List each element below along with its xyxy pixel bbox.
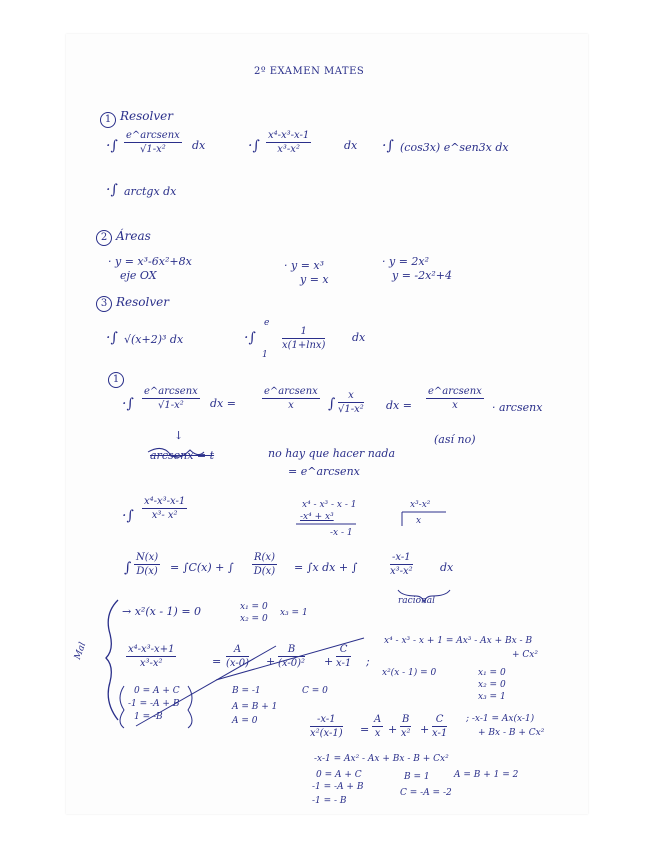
left-brace — [106, 600, 118, 720]
f-denominator: x²(x-1) — [310, 728, 343, 739]
pf-a-denominator: (x-0) — [226, 658, 250, 669]
f-c-numerator: C — [432, 714, 447, 727]
expanded-equation: -x-1 = Ax² - Ax + Bx - B + Cx² — [314, 754, 449, 764]
exam-sheet — [66, 34, 588, 814]
result-c: C = -A = -2 — [400, 788, 452, 798]
division-divisor: x³-x² — [410, 500, 431, 510]
integral-f-denominator: x(1+lnx) — [282, 340, 326, 351]
integral-a-dx: dx — [192, 139, 206, 152]
integral-sign: ·∫ — [122, 508, 134, 524]
integral-sign: ·∫ — [106, 138, 118, 154]
integral-b-dx: dx — [344, 139, 358, 152]
division-remainder: -x - 1 — [330, 528, 353, 538]
integral-f-lower-limit: 1 — [262, 350, 268, 360]
nd-middle: = ∫C(x) + ∫ — [170, 561, 234, 574]
system-brace-right — [188, 686, 192, 728]
solution-2-denominator: x³- x² — [151, 510, 178, 521]
page-title: 2º EXAMEN MATES — [254, 66, 365, 77]
solution-1-tail: · arcsenx — [492, 401, 543, 414]
semicolon: ; — [366, 655, 370, 668]
solution-1-numerator: e^arcsenx — [144, 386, 198, 397]
coef-eq-3: -1 = - B — [312, 796, 347, 806]
area-3-line-2: y = -2x²+4 — [392, 269, 452, 282]
system-eq-2: -1 = -A + B — [128, 699, 180, 709]
f-a-denominator: x — [374, 728, 381, 739]
solution-1-mid-denominator: x — [288, 400, 294, 411]
f-a-numerator: A — [374, 714, 382, 725]
division-quotient: x — [416, 516, 422, 526]
area-1-line-2: eje OX — [120, 269, 157, 282]
root-2: x₂ = 0 — [240, 614, 268, 624]
division-dividend: x⁴ - x³ - x - 1 — [302, 500, 357, 510]
area-1-equation: y = x³-6x²+8x — [115, 255, 192, 268]
scribble — [148, 448, 204, 457]
pf-denominator: x³-x² — [139, 658, 163, 669]
solution-1-result-numerator: e^arcsenx — [428, 386, 482, 397]
integral-f-numerator: 1 — [282, 326, 325, 339]
integral-b-numerator: x⁴-x³-x-1 — [268, 130, 310, 141]
solution-1-denominator: √1-x² — [158, 400, 184, 411]
integral-sign: ∫ — [328, 396, 336, 412]
solution-a-1: A = B + 1 — [232, 702, 278, 712]
down-arrow-icon: ↓ — [174, 429, 184, 442]
racional-label: racional — [398, 596, 436, 606]
system-brace — [120, 686, 124, 728]
root-1: x₁ = 0 — [240, 602, 268, 612]
coef-eq-1: 0 = A + C — [316, 770, 362, 780]
nd-denominator: D(x) — [136, 566, 158, 577]
pf-numerator: x⁴-x³-x+1 — [128, 644, 175, 655]
integral-d: arctgx dx — [124, 185, 177, 198]
division-subtraction: -x⁴ + x³ — [300, 512, 334, 522]
solution-1-mid-numerator: e^arcsenx — [264, 386, 318, 397]
nd-equals: = ∫x dx + ∫ — [294, 561, 358, 574]
plus-sign: + — [420, 723, 430, 736]
cross-out-line — [216, 638, 364, 680]
f-right-1: ; -x-1 = Ax(x-1) — [466, 714, 535, 724]
pf-right-2: x²(x - 1) = 0 — [382, 668, 437, 678]
result-b: B = 1 — [404, 772, 430, 782]
pf-right-root-3: x₃ = 1 — [478, 692, 506, 702]
equals-sign: = — [212, 655, 222, 668]
integral-a-numerator: e^arcsenx — [126, 130, 180, 141]
equals-sign: = — [360, 723, 370, 736]
pf-c-numerator: C — [336, 644, 351, 657]
pf-right-root-1: x₁ = 0 — [478, 668, 506, 678]
solution-1-comment: no hay que hacer nada — [268, 447, 395, 460]
result-a: A = B + 1 = 2 — [454, 770, 519, 780]
integral-sign: ·∫ — [106, 182, 118, 198]
integral-f-upper-limit: e — [264, 318, 270, 328]
pf-right-root-2: x₂ = 0 — [478, 680, 506, 690]
integral-e: √(x+2)³ dx — [124, 333, 184, 346]
area-2-line-1: · y = x³ — [284, 259, 325, 272]
integral-a-denominator: √1-x² — [140, 144, 166, 155]
integral-b-denominator: x³-x² — [277, 144, 300, 155]
plus-sign: + — [266, 655, 276, 668]
integral-sign: ·∫ — [382, 138, 394, 154]
pf-right-1: x⁴ - x³ - x + 1 = Ax³ - Ax + Bx - B — [384, 636, 533, 646]
section-3-heading: Resolver — [116, 295, 169, 309]
f-numerator: -x-1 — [310, 714, 343, 727]
area-1-line-1: · y = x³-6x²+8x — [108, 255, 192, 268]
section-3-number: 3 — [96, 296, 112, 312]
integral-sign: ·∫ — [244, 330, 256, 346]
solution-2-numerator: x⁴-x³-x-1 — [144, 496, 186, 507]
section-1-number: 1 — [100, 112, 116, 128]
f-b-numerator: B — [402, 714, 410, 725]
nd-dx: dx — [440, 561, 454, 574]
section-2-heading: Áreas — [116, 229, 151, 243]
plus-sign: + — [324, 655, 334, 668]
plus-sign: + — [388, 723, 398, 736]
integral-f-dx: dx — [352, 331, 366, 344]
integral-sign: ·∫ — [106, 330, 118, 346]
section-2-number: 2 — [96, 230, 112, 246]
ink-strokes — [66, 34, 588, 814]
pf-c-denominator: x-1 — [336, 658, 352, 669]
f-b-denominator: x² — [400, 728, 411, 739]
solution-b: B = -1 — [232, 686, 261, 696]
pf-b-numerator: B — [278, 644, 305, 657]
solution-number: 1 — [108, 372, 124, 388]
solution-c: C = 0 — [302, 686, 328, 696]
side-note: Mal — [72, 641, 89, 662]
area-2-line-2: y = x — [300, 273, 329, 286]
integral-c: (cos3x) e^sen3x dx — [400, 141, 509, 154]
solution-1-dx: dx = — [210, 397, 236, 410]
system-eq-3: 1 = -B — [134, 712, 163, 722]
solution-1-result-denominator: x — [452, 400, 458, 411]
nd-remainder-numerator: R(x) — [254, 552, 275, 563]
pf-a-numerator: A — [226, 644, 249, 657]
solution-a-2: A = 0 — [232, 716, 258, 726]
solution-1-inner-numerator: x — [338, 390, 364, 403]
pf-right-1b: + Cx² — [512, 650, 538, 660]
nd-remainder-denominator: D(x) — [253, 566, 276, 577]
area-3-equation: y = 2x² — [389, 255, 430, 268]
f-c-denominator: x-1 — [432, 728, 448, 739]
system-eq-1: 0 = A + C — [134, 686, 180, 696]
nd-numerator: N(x) — [136, 552, 159, 563]
section-1-heading: Resolver — [120, 109, 173, 123]
solution-1-equals: dx = — [386, 399, 412, 412]
cross-out-line — [136, 646, 276, 726]
coef-eq-2: -1 = -A + B — [312, 782, 364, 792]
f-right-2: + Bx - B + Cx² — [478, 728, 545, 738]
pf-b-denominator: (x-0)² — [278, 658, 306, 669]
crossed-out-substitution: arcsenx = t — [150, 449, 215, 462]
solution-1-comment-result: = e^arcsenx — [288, 465, 360, 478]
roots-equation: → x²(x - 1) = 0 — [122, 605, 202, 618]
underbrace — [398, 590, 450, 602]
area-3-line-1: · y = 2x² — [382, 255, 430, 268]
solution-1-inner-denominator: √1-x² — [338, 404, 364, 415]
integral-sign: ·∫ — [122, 396, 134, 412]
integral-sign: ∫ — [124, 560, 132, 576]
area-2-equation: y = x³ — [291, 259, 325, 272]
integral-sign: ·∫ — [248, 138, 260, 154]
nd-last-denominator: x³-x² — [390, 566, 413, 577]
root-3: x₃ = 1 — [280, 608, 308, 618]
solution-1-note: (así no) — [434, 433, 476, 446]
nd-last-numerator: -x-1 — [390, 552, 413, 565]
